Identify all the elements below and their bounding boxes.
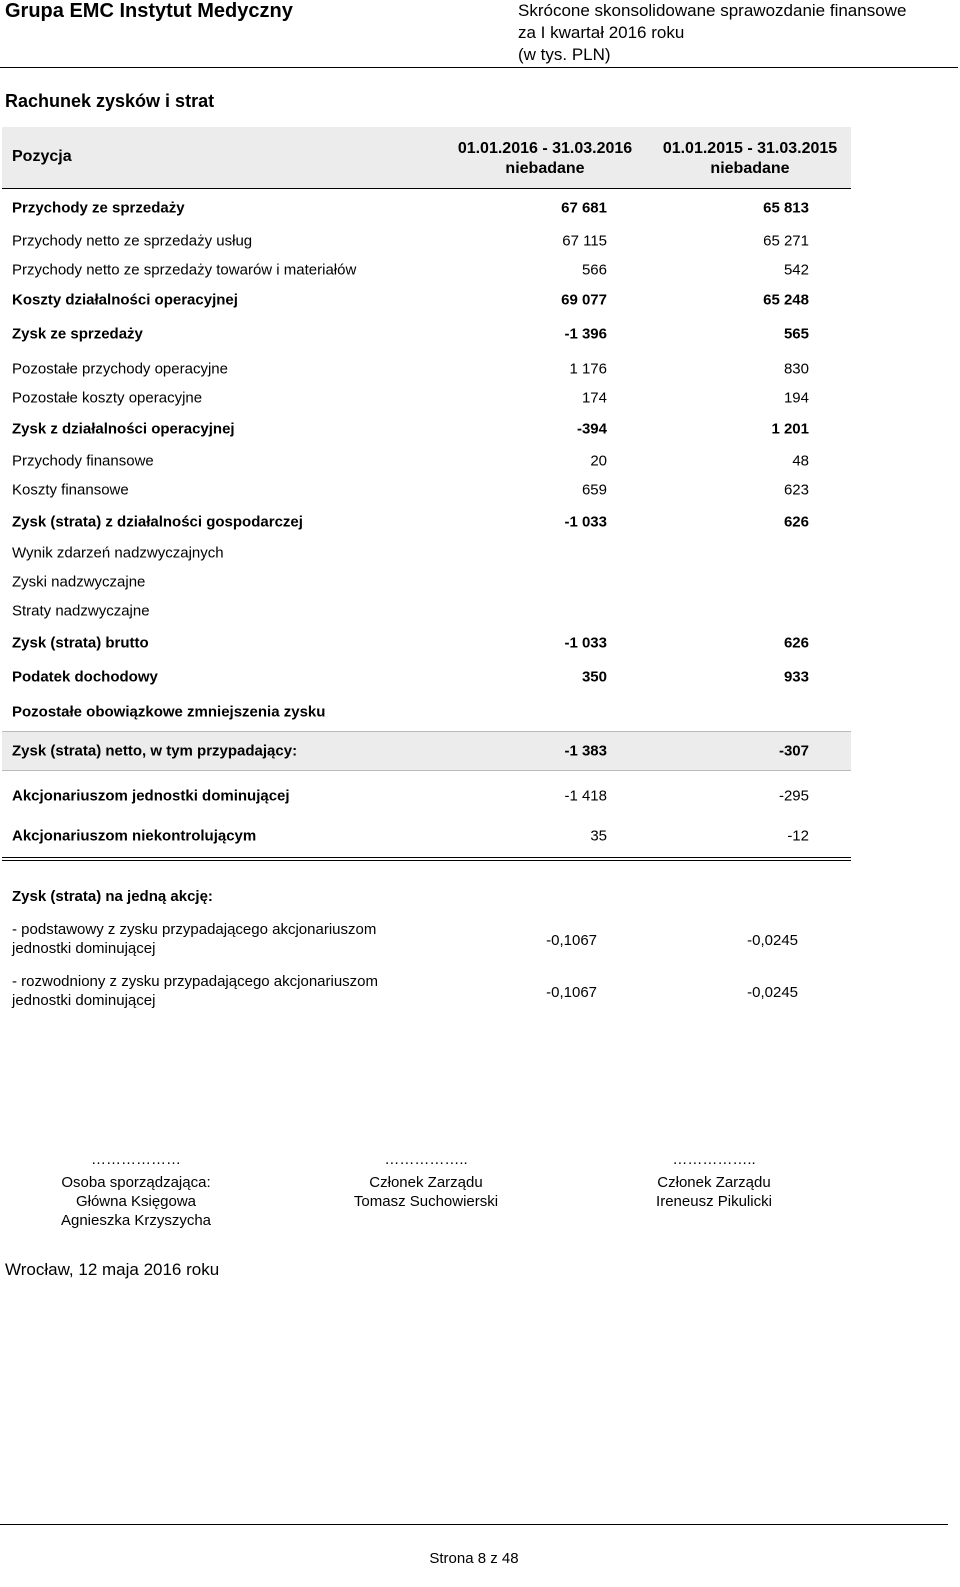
- table-row: [2, 781, 851, 811]
- row-label: Koszty działalności operacyjnej: [12, 291, 238, 309]
- table-row: [2, 414, 851, 444]
- row-value-2015: 933: [783, 668, 809, 686]
- company-name: Grupa EMC Instytut Medyczny: [5, 0, 293, 22]
- row-value-2016: 67 681: [561, 199, 607, 217]
- row-value-2015: 626: [783, 634, 809, 652]
- table-row: [2, 383, 851, 413]
- table-bottom-rule: [2, 857, 851, 858]
- signature-title: Główna Księgowa: [75, 1193, 197, 1210]
- row-value-2016: 659: [581, 481, 607, 499]
- row-value-2015: 626: [783, 513, 809, 531]
- signature-role: Członek Zarządu: [657, 1174, 771, 1191]
- row-value-2016: -1 383: [564, 742, 607, 760]
- row-label: Akcjonariuszom niekontrolującym: [12, 827, 257, 845]
- row-label: Przychody ze sprzedaży: [12, 199, 185, 217]
- eps-title: Zysk (strata) na jedną akcję:: [12, 888, 213, 905]
- signature-board-member-2: [594, 1150, 834, 1211]
- table-row: [2, 662, 851, 692]
- row-value-2015: 542: [783, 261, 809, 279]
- eps-basic-2015: -0,0245: [747, 932, 798, 949]
- eps-diluted-2015: -0,0245: [747, 984, 798, 1001]
- period-status: niebadane: [505, 160, 585, 177]
- row-value-2015: 194: [783, 389, 809, 407]
- column-header-period-2015: [650, 139, 850, 179]
- row-value-2015: 48: [792, 452, 809, 470]
- row-label: Zysk (strata) netto, w tym przypadający:: [12, 742, 298, 760]
- signature-role: Członek Zarządu: [369, 1174, 483, 1191]
- footer-divider: [0, 1524, 948, 1525]
- row-value-2016: 69 077: [561, 291, 607, 309]
- row-value-2016: -1 418: [564, 787, 607, 805]
- row-value-2016: 1 176: [569, 360, 607, 378]
- table-row: [2, 596, 851, 626]
- row-value-2016: -1 033: [564, 634, 607, 652]
- row-value-2015: 623: [783, 481, 809, 499]
- row-label: Pozostałe obowiązkowe zmniejszenia zysku: [12, 703, 326, 721]
- row-value-2015: 565: [783, 325, 809, 343]
- row-value-2016: -1 396: [564, 325, 607, 343]
- table-row: [2, 319, 851, 349]
- period-status: niebadane: [710, 160, 790, 177]
- row-value-2015: -295: [778, 787, 809, 805]
- place-and-date: Wrocław, 12 maja 2016 roku: [5, 1260, 220, 1279]
- row-value-2015: -12: [787, 827, 809, 845]
- row-label: Wynik zdarzeń nadzwyczajnych: [12, 544, 224, 562]
- row-label: Przychody netto ze sprzedaży usług: [12, 232, 253, 250]
- row-label: Przychody finansowe: [12, 452, 154, 470]
- eps-basic-label: - podstawowy z zysku przypadającego akcjonariuszom jednostki dominującej: [12, 921, 377, 957]
- row-label: Podatek dochodowy: [12, 668, 158, 686]
- table-row: [2, 255, 851, 285]
- row-value-2016: 20: [590, 452, 607, 470]
- table-row: [2, 628, 851, 658]
- row-value-2015: -307: [778, 742, 809, 760]
- eps-basic-2016: -0,1067: [546, 932, 597, 949]
- eps-diluted-2016: -0,1067: [546, 984, 597, 1001]
- row-label: Zysk ze sprzedaży: [12, 325, 143, 343]
- row-label: Pozostałe przychody operacyjne: [12, 360, 228, 378]
- table-row: [2, 285, 851, 315]
- row-value-2015: 65 248: [763, 291, 809, 309]
- row-value-2016: 350: [581, 668, 607, 686]
- report-title-line2: za I kwartał 2016 roku: [518, 23, 685, 42]
- row-value-2015: 830: [783, 360, 809, 378]
- signature-line: ………………: [91, 1151, 181, 1168]
- signature-name: Ireneusz Pikulicki: [656, 1193, 772, 1210]
- eps-diluted-label: - rozwodniony z zysku przypadającego akcjonariuszom jednostki dominującej: [12, 973, 379, 1009]
- header-divider: [0, 67, 958, 68]
- table-row: [2, 697, 851, 727]
- row-value-2016: -394: [576, 420, 607, 438]
- row-value-2016: -1 033: [564, 513, 607, 531]
- table-row: [2, 567, 851, 597]
- page-number: Strona 8 z 48: [429, 1550, 519, 1567]
- signature-name: Agnieszka Krzyszycha: [60, 1212, 212, 1229]
- row-value-2016: 174: [581, 389, 607, 407]
- row-value-2015: 1 201: [771, 420, 809, 438]
- report-title-line1: Skrócone skonsolidowane sprawozdanie finansowe: [518, 1, 907, 20]
- table-row: [2, 538, 851, 568]
- section-title: Rachunek zysków i strat: [5, 91, 215, 111]
- signature-line: ……………..: [384, 1151, 468, 1168]
- row-label: Akcjonariuszom jednostki dominującej: [12, 787, 290, 805]
- table-row: [2, 446, 851, 476]
- signature-preparer: [16, 1150, 256, 1230]
- row-label: Zyski nadzwyczajne: [12, 573, 146, 591]
- row-value-2016: 566: [581, 261, 607, 279]
- column-header-position: Pozycja: [12, 148, 72, 165]
- table-row: [2, 354, 851, 384]
- period-range: 01.01.2015 - 31.03.2015: [662, 140, 838, 157]
- signature-role: Osoba sporządzająca:: [61, 1174, 211, 1191]
- signature-board-member-1: [306, 1150, 546, 1211]
- row-value-2015: 65 271: [763, 232, 809, 250]
- row-label: Zysk (strata) brutto: [12, 634, 149, 652]
- row-label: Straty nadzwyczajne: [12, 602, 150, 620]
- column-header-period-2016: [445, 139, 645, 179]
- period-range: 01.01.2016 - 31.03.2016: [457, 140, 633, 157]
- signature-line: ……………..: [672, 1151, 756, 1168]
- signature-name: Tomasz Suchowierski: [353, 1193, 499, 1210]
- row-value-2016: 67 115: [562, 232, 607, 250]
- row-label: Koszty finansowe: [12, 481, 129, 499]
- table-row: [2, 226, 851, 256]
- table-row: [2, 821, 851, 851]
- table-row: [2, 475, 851, 505]
- row-label: Przychody netto ze sprzedaży towarów i materiałów: [12, 261, 357, 279]
- row-value-2015: 65 813: [763, 199, 809, 217]
- report-title-line3: (w tys. PLN): [518, 45, 611, 64]
- row-label: Zysk (strata) z działalności gospodarczej: [12, 513, 303, 531]
- table-row: [2, 507, 851, 537]
- row-label: Zysk z działalności operacyjnej: [12, 420, 235, 438]
- table-bottom-rule: [2, 860, 851, 861]
- table-row: [2, 731, 851, 771]
- table-row: [2, 193, 851, 223]
- row-label: Pozostałe koszty operacyjne: [12, 389, 203, 407]
- row-value-2016: 35: [590, 827, 607, 845]
